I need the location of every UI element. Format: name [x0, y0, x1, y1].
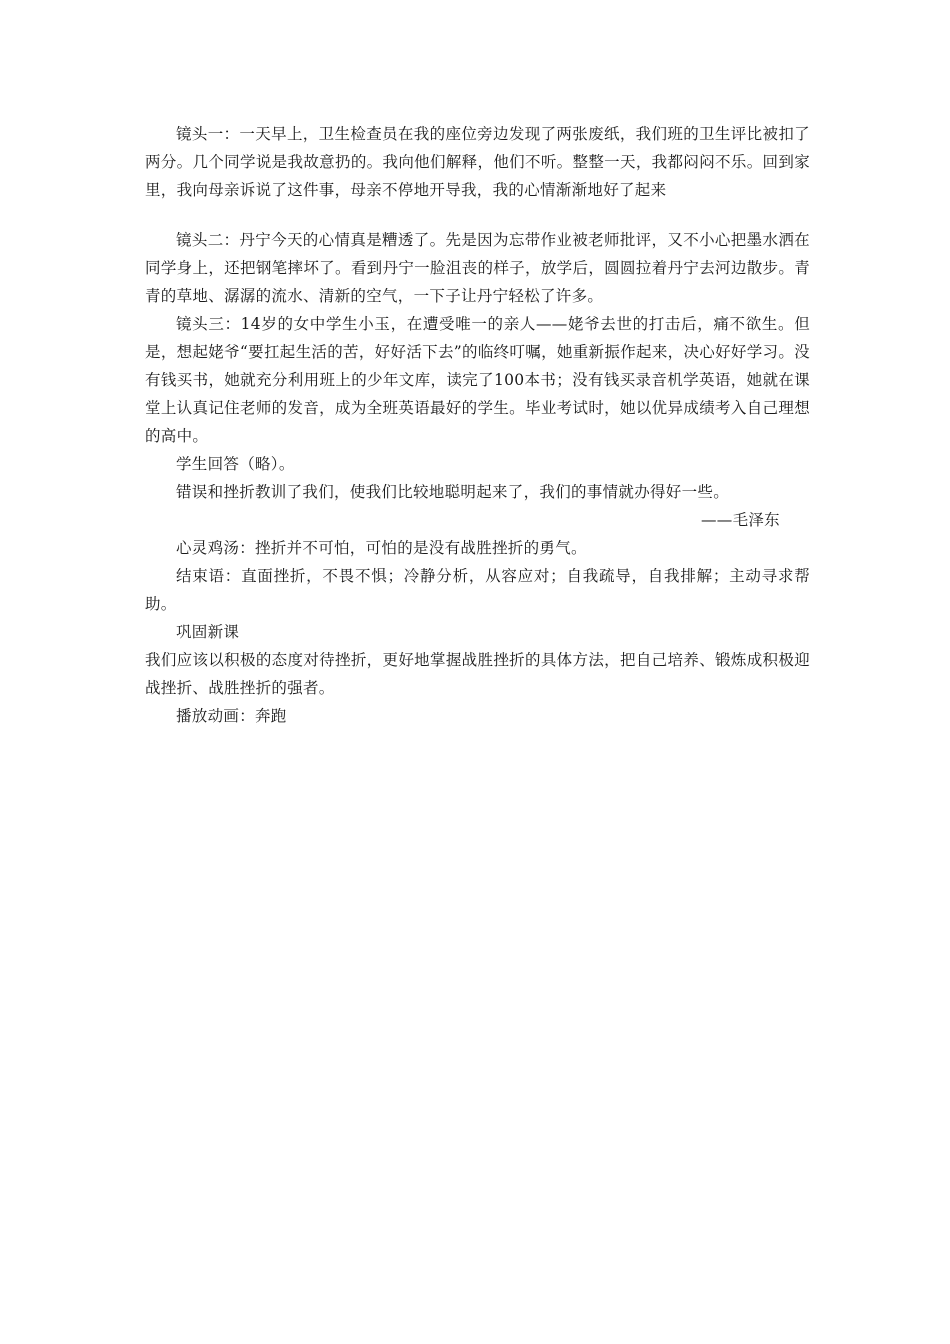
paragraph-quote: 错误和挫折教训了我们，使我们比较地聪明起来了，我们的事情就办得好一些。: [176, 483, 730, 501]
quote-attribution: ——毛泽东: [700, 511, 780, 529]
paragraph-shot-2: 镜头二：丹宁今天的心情真是糟透了。先是因为忘带作业被老师批评，又不小心把墨水洒在同学身上，还把钢笔摔坏了。看到丹宁一脸沮丧的样子，放学后，圆圆拉着丹宁去河边散步。青青的草地、潺潺的流水、清新的空气，一下子让丹宁轻松了许多。: [145, 231, 810, 305]
paragraph-student-answer: 学生回答（略）。: [176, 455, 295, 473]
paragraph-conclusion: 结束语：直面挫折，不畏不惧；冷静分析，从容应对；自我疏导，自我排解；主动寻求帮助。: [145, 567, 810, 613]
section-heading-consolidate: 巩固新课: [176, 623, 240, 641]
document-body: [145, 120, 810, 730]
paragraph-shot-3: 镜头三：14岁的女中学生小玉，在遭受唯一的亲人——姥爷去世的打击后，痛不欲生。但是，想起姥爷“要扛起生活的苦，好好活下去”的临终叮嘱，她重新振作起来，决心好好学习。没有钱买书，她就充分利用班上的少年文库，读完了100本书；没有钱买录音机学英语，她就在课堂上认真记住老师的发音，成为全班英语最好的学生。毕业考试时，她以优异成绩考入自己理想的高中。: [145, 315, 810, 445]
paragraph-shot-1: 镜头一：一天早上，卫生检查员在我的座位旁边发现了两张废纸，我们班的卫生评比被扣了两分。几个同学说是我故意扔的。我向他们解释，他们不听。整整一天，我都闷闷不乐。回到家里，我向母亲诉说了这件事，母亲不停地开导我，我的心情渐渐地好了起来: [145, 125, 810, 199]
paragraph-consolidate-body: 我们应该以积极的态度对待挫折，更好地掌握战胜挫折的具体方法，把自己培养、锻炼成积极迎战挫折、战胜挫折的强者。: [145, 651, 810, 697]
paragraph-animation: 播放动画：奔跑: [176, 707, 287, 725]
paragraph-gap: [145, 204, 810, 226]
paragraph-soul-soup: 心灵鸡汤：挫折并不可怕，可怕的是没有战胜挫折的勇气。: [176, 539, 587, 557]
